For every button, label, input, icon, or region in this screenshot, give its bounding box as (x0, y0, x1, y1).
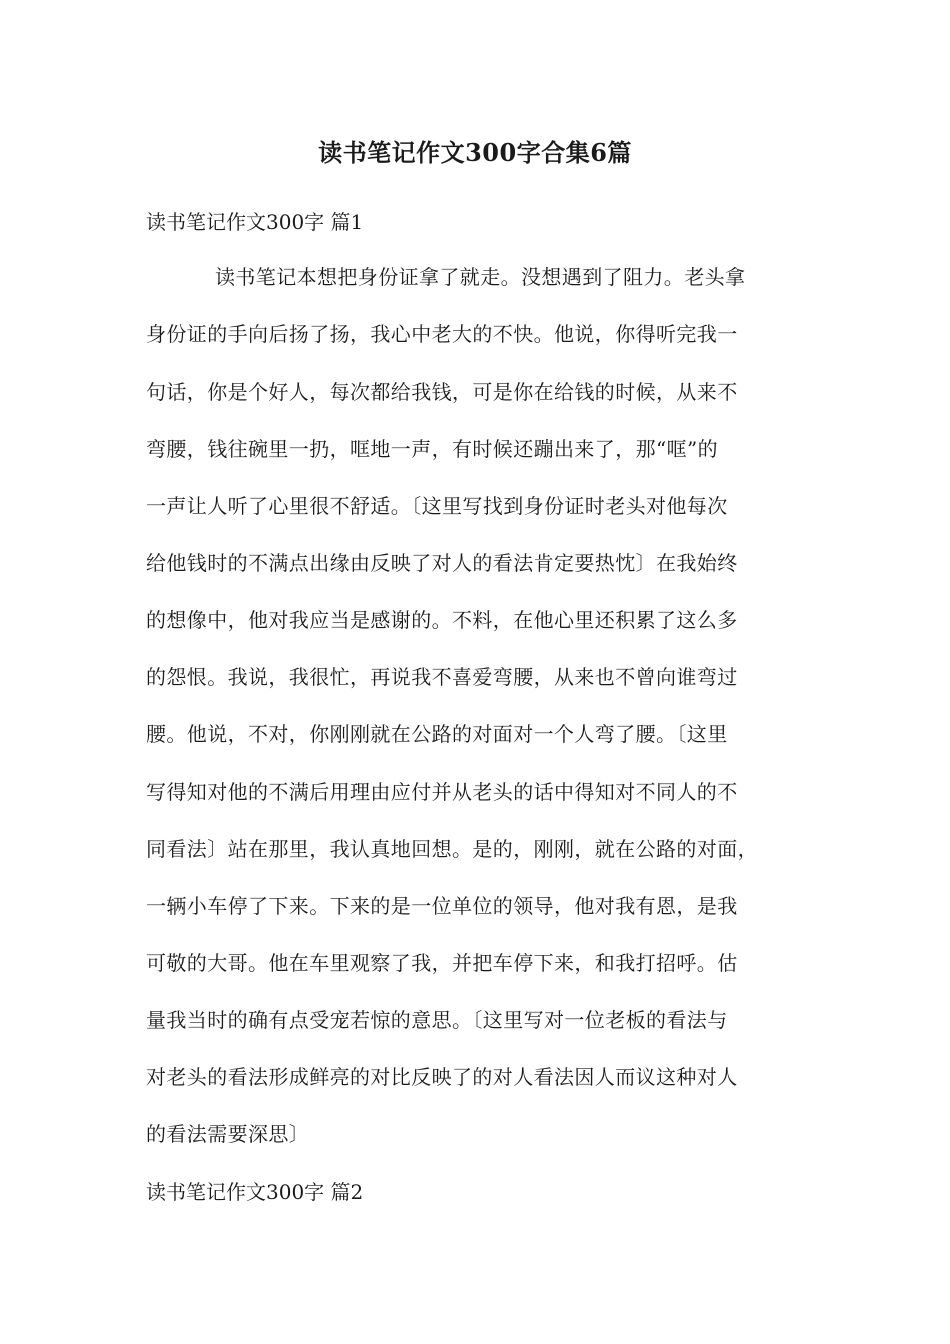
paragraph-line: 对老头的看法形成鲜亮的对比反映了的对人看法因人而议这种对人 (146, 1065, 738, 1089)
paragraph-line: 身份证的手向后扬了扬，我心中老大的不快。他说，你得听完我一 (146, 322, 738, 346)
paragraph-line: 同看法〕站在那里，我认真地回想。是的，刚刚，就在公路的对面， (146, 837, 758, 861)
paragraph-line: 腰。他说，不对，你刚刚就在公路的对面对一个人弯了腰。〔这里 (146, 722, 728, 746)
paragraph-line: 的想像中，他对我应当是感谢的。不料，在他心里还积累了这么多 (146, 608, 738, 632)
paragraph-line: 句话，你是个好人，每次都给我钱，可是你在给钱的时候，从来不 (146, 380, 738, 404)
paragraph-line: 一辆小车停了下来。下来的是一位单位的领导，他对我有恩，是我 (146, 894, 738, 918)
paragraph-line: 可敬的大哥。他在车里观察了我，并把车停下来，和我打招呼。估 (146, 951, 738, 975)
paragraph-line: 的怨恨。我说，我很忙，再说我不喜爱弯腰，从来也不曾向谁弯过 (146, 665, 738, 689)
section-heading-2: 读书笔记作文300字 篇2 (146, 1180, 364, 1204)
paragraph-line: 弯腰，钱往碗里一扔，哐地一声，有时候还蹦出来了，那“哐”的 (146, 437, 719, 461)
paragraph-line: 读书笔记本想把身份证拿了就走。没想遇到了阻力。老头拿 (215, 265, 746, 289)
paragraph-line: 的看法需要深思〕 (146, 1122, 310, 1146)
paragraph-line: 写得知对他的不满后用理由应付并从老头的话中得知对不同人的不 (146, 780, 738, 804)
paragraph-line: 一声让人听了心里很不舒适。〔这里写找到身份证时老头对他每次 (146, 494, 728, 518)
paragraph-line: 量我当时的确有点受宠若惊的意思。〔这里写对一位老板的看法与 (146, 1008, 728, 1032)
section-heading-1: 读书笔记作文300字 篇1 (146, 210, 364, 234)
paragraph-line: 给他钱时的不满点出缘由反映了对人的看法肯定要热忱〕在我始终 (146, 551, 738, 575)
document-title: 读书笔记作文300字合集6篇 (318, 138, 632, 167)
